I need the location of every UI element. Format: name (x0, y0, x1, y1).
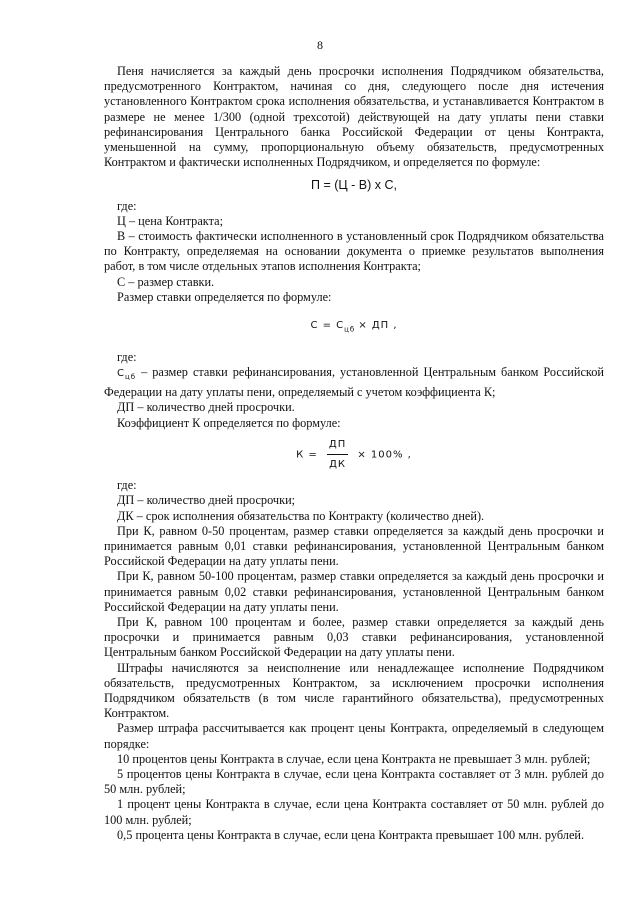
rate-formula-intro: Размер ставки определяется по формуле: (117, 289, 332, 304)
coefficient-formula (104, 437, 604, 472)
where-label-1: где: (117, 198, 137, 213)
fines-paragraph: Штрафы начисляются за неисполнение или ненадлежащее исполнение Подрядчиком обязательств, предусмотренных Контрактом, за исключением просрочки исполнения Подрядчиком обязательств (в том числе гарантийного обязательства), предусмотренных Контрактом. (104, 660, 604, 721)
ccb-symbol: $С_{цб}$ (117, 367, 137, 381)
definition-refinancing-rate (104, 365, 604, 400)
fine-5-percent: 5 процентов цены Контракта в случае, если цена Контракта составляет от 3 млн. рублей до 50 млн. рублей; (104, 766, 604, 797)
penalty-paragraph: Пеня начисляется за каждый день просрочки исполнения Подрядчиком обязательства, предусмотренного Контрактом, начиная со дня, следующего после дня истечения установленного Контрактом срока исполнения обязательства, и устанавливается Контрактом в размере не менее 1/300 (одной трехсотой) действующей на дату уплаты пени ставки рефинансирования Центрального банка Российской Федерации от цены Контракта, уменьшенной на сумму, пропорциональную объему обязательств, предусмотренных Контрактом и фактически исполненных Подрядчиком, и определяется по формуле: (104, 64, 604, 170)
rate-formula (104, 317, 604, 338)
definition-price: Ц – цена Контракта; (117, 213, 223, 228)
coef-fraction (327, 437, 348, 472)
definition-executed-cost: В – стоимость фактически исполненного в установленный срок Подрядчиком обязательства по Контракту, определяемая на основании документа о приемке результатов выполнения работ, в том числе отдельных этапов исполнения Контракта; (104, 229, 604, 274)
fine-10-percent: 10 процентов цены Контракта в случае, если цена Контракта не превышает 3 млн. рублей; (117, 751, 591, 766)
fine-0-5-percent: 0,5 процента цены Контракта в случае, если цена Контракта превышает 100 млн. рублей. (117, 827, 585, 842)
k-range-100: При К, равном 100 процентам и более, размер ставки определяется за каждый день просрочки и принимается равным 0,03 ставки рефинансирования, установленной Центральным банком Российской Федерации на дату уплаты пени. (104, 614, 604, 660)
coefficient-intro: Коэффициент К определяется по формуле: (117, 415, 341, 430)
definition-contract-term: ДК – срок исполнения обязательства по Контракту (количество дней). (117, 508, 485, 523)
penalty-formula: П = (Ц - В) х С, (311, 178, 397, 193)
coef-formula-lhs: К = (296, 449, 318, 461)
k-range-50-100: При К, равном 50-100 процентам, размер ставки определяется за каждый день просрочки и принимается равным 0,02 ставки рефинансирования, установленной Центральным банком Российской Федерации на дату уплаты пени. (104, 569, 604, 614)
fine-1-percent: 1 процент цены Контракта в случае, если цена Контракта составляет от 50 млн. рублей до 100 млн. рублей; (104, 797, 604, 827)
fine-size-paragraph: Размер штрафа рассчитывается как процент цены Контракта, определяемый в следующем порядке: (104, 721, 604, 751)
where-label-2: где: (117, 349, 137, 364)
coef-formula-rhs: × 100% , (357, 449, 412, 461)
definition-delay-days-2: ДП – количество дней просрочки; (117, 493, 296, 508)
rate-formula-rhs: × ДП , (358, 320, 398, 332)
coef-denominator: ДК (329, 458, 347, 470)
definition-rate: С – размер ставки. (117, 274, 215, 289)
coef-numerator: ДП (327, 437, 348, 455)
document-body (104, 64, 604, 843)
rate-formula-subscript: цб (344, 325, 356, 334)
ccb-definition-text: – размер ставки рефинансирования, установленной Центральным банком Российской Федерации на дату уплаты пени, определяемый с учетом коэффициента К; (104, 364, 604, 400)
definition-delay-days-1: ДП – количество дней просрочки. (117, 400, 295, 415)
where-label-3: где: (117, 478, 137, 493)
rate-formula-lhs: С = С (310, 320, 345, 332)
page-number: 8 (317, 38, 323, 52)
k-range-0-50: При К, равном 0-50 процентам, размер ставки определяется за каждый день просрочки и принимается равным 0,01 ставки рефинансирования, установленной Центральным банком Российской Федерации на дату уплаты пени. (104, 523, 604, 569)
